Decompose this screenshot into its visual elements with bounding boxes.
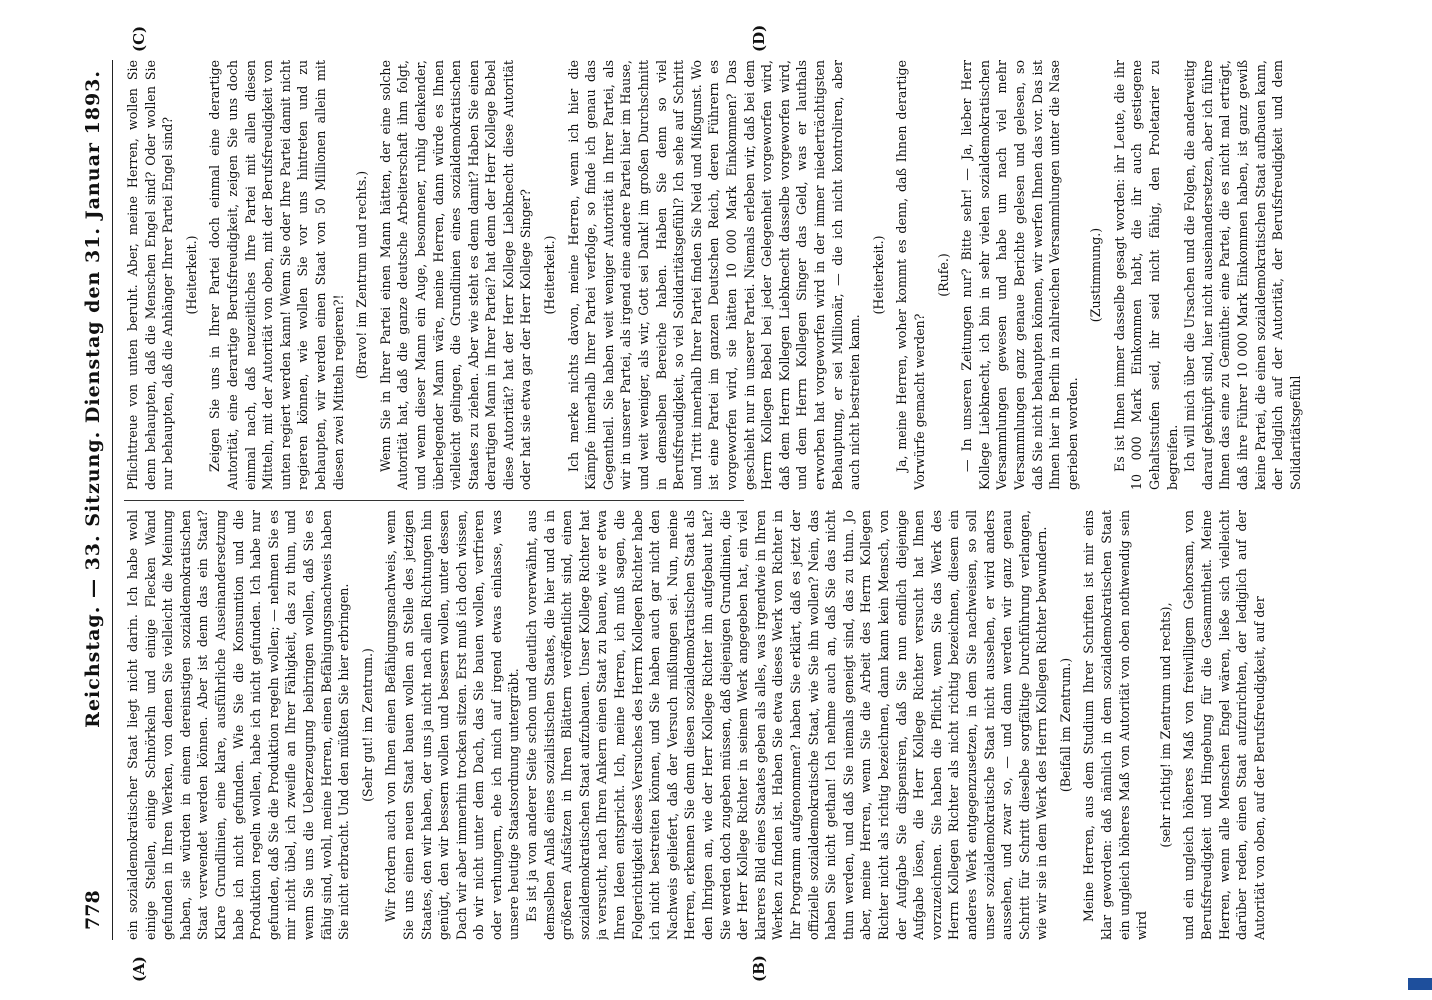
digitization-credit: [1410, 0, 1432, 1000]
page-number: 778: [82, 890, 104, 930]
paragraph: Es ist ja von anderer Seite schon und deutlich vorerwähnt, aus demselben Anlaß eines sozialistischen Staates, die hier und da in größeren Aufsätzen in Ihren Blättern veröffentlicht sind, einen sozialdemokratischen Staat aufzubauen. Unser Kollege Richter hat ja versucht, nach Ihren Ankern einen Staat zu bauen, wie er etwa Ihren Ideen entspricht. Ich, meine Herren, ich muß sagen, die Folgerichtigkeit dieses Versuches des Herrn Kollegen Richter habe ich nicht bestreiten können, und Sie haben auch gar nicht den Nachweis geliefert, daß der Versuch mißlungen sei. Nun, meine Herren, erkennen Sie denn diesen sozialdemokratischen Staat als den Ihrigen an, wie der Herr Kollege Richter ihn aufgebaut hat? Sie werden doch zugeben müssen, daß diejenigen Grundlinien, die der Herr Kollege Richter in seinem Werk angegeben hat, ein viel klareres Bild eines Staates geben als alles, was irgendwie in Ihren Werken zu finden ist. Haben Sie etwa dieses Werk von Richter in Ihr Programm aufgenommen? haben Sie erklärt, daß es jetzt der offizielle sozialdemokratische Staat, wie Sie ihn wollen? Nein, das haben Sie nicht gethan! Ich nehme auch an, daß Sie das nicht thun werden, und daß Sie niemals geneigt sind, das zu thun. Jo aber, meine Herren, wenn Sie die Arbeit des Herrn Kollegen Richter nicht als richtig bezeichnen, dann kann kein Mensch, von der Aufgabe Sie dispensiren, daß Sie nun endlich diejenige Aufgabe lösen, die Herr Kollege Richter versucht hat Ihnen vorzuzeichnen. Sie haben die Pflicht, wenn Sie das Werk des Herrn Kollegen Richter als nicht richtig bezeichnen, diesem ein anderes Werk entgegenzusetzen, in dem Sie nachweisen, so soll unser sozialdemokratische Staat nicht aussehen, er wird anders aussehen, und zwar so, — und dann werden wir ganz genau Schritt für Schritt dieselbe sorgfältige Durchführung verlangen, wie wir sie in dem Werk des Herrn Kollegen Richter bewundern.: [524, 510, 1050, 940]
left-column: [124, 510, 1414, 940]
interjection: (Rufe.): [935, 253, 951, 297]
margin-marker-c: (C): [130, 25, 148, 52]
interjection: (Bravo! im Zentrum und rechts.): [354, 170, 370, 380]
paragraph: Zeigen Sie uns in Ihrer Partei doch einmal eine derartige Autorität, eine derartige Berufsfreudigkeit, zeigen Sie uns doch einmal nach, daß neuzeitliches Ihre Partei mit allen diesen Mitteln, mit der Autorität von oben, mit der Berufsfreudigkeit von unten regiert werden kann! Wenn Sie oder Ihre Partei damit nicht regieren können, wie wollen Sie vor uns hintreten und zu behaupten, wir werden einen Staat von 50 Millionen allein mit diesen zwei Mitteln regieren?!: [207, 60, 346, 490]
interjection: (Zustimmung.): [1088, 227, 1104, 323]
margin-marker-a: (A): [130, 956, 148, 982]
paragraph: Wir fordern auch von Ihnen einen Befähigungsnachweis, wenn Sie uns einen neuen Staat bauen wollen an Stelle des jetzigen Staates, den wir haben, der uns ja nicht nach allen Richtungen hin genügt, den wir bessern wollen und bessern wollen, unter dessen Dach wir aber immerhin trocken sitzen. Erst muß ich doch wissen, ob wir nicht unter dem Dach, das Sie bauen wollen, verfrieren oder verhungern, ehe ich mich auf irgend etwas einlasse, was unsere heutige Staatsordnung untergräbt.: [383, 510, 522, 940]
margin-marker-b: (B): [750, 955, 768, 982]
paragraph: Ich merke nichts davon, meine Herren, wenn ich hier die Kämpfe innerhalb Ihrer Partei verfolge, so finde ich genau das Gegentheil. Sie haben weit weniger Autorität in Ihrer Partei, als wir in unserer Partei, als irgend eine andere Partei hier im Hause, und weit weniger, als wir, Gott sei Dank! im großen Durchschnitt in demselben Bereiche haben. Haben Sie denn so viel Berufsfreudigkeit, so viel Solidaritätsgefühl? Ich sehe auf Schritt und Tritt innerhalb Ihrer Partei finden Sie Neid und Mißgunst. Wo ist eine Partei im ganzen Deutschen Reich, deren Führern es vorgeworfen wird, sie hätten 10 000 Mark Einkommen? Das geschieht nur in unserer Partei. Niemals erleben wir, daß bei dem Herrn Kollegen Bebel bei jeder Gelegenheit vorgeworfen wird, daß dem Herrn Kollegen Liebknecht dasselbe vorgeworfen wird, und dem Herrn Kollegen Singer das Geld, was er lauthals erworben hat vorgeworfen wird in der immer niederträchtigsten Behauptung, er sei Millionär, — die ich nicht kontroliren, aber auch nicht bestreiten kann.: [565, 60, 863, 490]
credit-text: [1412, 978, 1432, 990]
interjection: (Sehr gut! im Zentrum.): [359, 648, 375, 802]
paragraph: ein sozialdemokratischer Staat liegt nicht darin. Ich habe wohl einige Stellen, einige Schnörkeln und einige Flecken Wand gefunden in Ihren Werken, von denen Sie vielleicht die Meinung haben, sie würden in einem dereinstigen sozialdemokratischen Staat verwendet werden können. Aber ist denn das ein Staat? Klare Grundlinien, eine klare, ausführliche Auseinandersetzung habe ich nicht gefunden. Wie Sie die Konsumtion und die Produktion regeln wollen, habe ich nicht gefunden. Ich habe nur gefunden, daß Sie die Produktion regeln wollen; — nehmen Sie es mir nicht übel, ich zweifle an Ihrer Fähigkeit, das zu thun, und wenn Sie uns die Ueberzeugung beibringen wollen, daß Sie es fähig sind, wohl, meine Herren, einen Befähigungsnachweis haben Sie nicht erbracht. Und den müßten Sie hier erbringen.: [125, 510, 352, 940]
paragraph: Wenn Sie in Ihrer Partei einen Mann hätten, der eine solche Autorität hat, daß die ganze deutsche Arbeiterschaft ihm folgt, und wenn dieser Mann ein Auge, besonnener, ruhig denkender, überlegender Mann wäre, meine Herren, dann würde es Ihnen vielleicht gelingen, die Grundlinien eines sozialdemokratischen Staates zu ziehen. Aber wie steht es denn damit? Haben Sie einen derartigen Mann in Ihrer Partei? hat denn der Herr Kollege Bebel diese Autorität? hat der Herr Kollege Liebknecht diese Autorität oder hat sie etwa gar der Herr Kollege Singer?: [377, 60, 534, 490]
interjection: (sehr richtig! im Zentrum und rechts),: [1157, 602, 1173, 848]
paragraph: Ich will mich über die Ursachen und die Folgen, die anderweitig darauf geknüpft sind, hier nicht auseinandersetzen, aber ich führe Ihnen das eine zu Gemüthe: eine Partei, die es nicht mal erträgt, daß ihre Führer 10 000 Mark Einkommen haben, ist ganz gewiß keine Partei, die einen sozialdemokratischen Staat aufbauen kann, der lediglich auf der Autorität, der Berufsfreudigkeit und dem Solidaritätsgefühl: [1182, 60, 1303, 490]
page-header: [82, 30, 112, 970]
interjection: (Beifall im Zentrum.): [1057, 657, 1073, 793]
column-divider: [124, 500, 744, 501]
running-title: Reichstag. — 33. Sitzung. Dienstag den 31. Januar 1893.: [82, 70, 104, 728]
interjection: (Heiterkeit.): [183, 235, 199, 315]
paragraph: Pflichttreue von unten beruht. Aber, meine Herren, wollen Sie denn behaupten, daß die Menschen Engel sind? Oder wollen Sie nur behaupten, daß die Anhänger Ihrer Partei Engel sind?: [125, 60, 176, 490]
page-content: [60, 0, 1430, 1000]
interjection: (Heiterkeit.): [870, 235, 886, 315]
interjection: (Heiterkeit.): [542, 235, 558, 315]
paragraph: und ein ungleich höheres Maß von freiwilligem Gehorsam, von Berufsfreudigkeit und Hingebung für die Gesammtheit. Meine Herren, wenn alle Menschen Engel wären, ließe sich vielleicht darüber reden, einen Staat aufzurichten, der lediglich auf der Autorität von oben, auf der Berufsfreudigkeit, auf der: [1181, 510, 1267, 940]
paragraph: — In unseren Zeitungen nur? Bitte sehr! — Ja, lieber Herr Kollege Liebknecht, ich bin in sehr vielen sozialdemokratischen Versammlungen gewesen und habe um nach viel mehr Versammlungen ganz genaue Berichte gelesen und gelesen, so daß Sie nicht behaupten können, wir werfen Ihnen das vor. Das ist Ihnen hier in Berlin in zahlreichen Versammlungen unter die Nase gerieben worden.: [959, 60, 1080, 490]
paragraph: Ja, meine Herren, woher kommt es denn, daß Ihnen derartige Vorwürfe gemacht werden?: [894, 60, 927, 490]
paragraph: Es ist Ihnen immer dasselbe gesagt worden: ihr Leute, die ihr 10 000 Mark Einkommen habt, die ihr auch gestiegene Gehaltsstufen seid, ihr seid nicht fähig, den Proletarier zu begreifen.: [1111, 60, 1180, 490]
scanned-page: [60, 0, 1430, 1000]
header-rule: [112, 60, 113, 940]
paragraph: Meine Herren, aus dem Studium Ihrer Schriften ist mir eins klar geworden: daß nämlich in dem sozialdemokratischen Staat ein ungleich höheres Maß von Autorität von oben nothwendig sein wird: [1081, 510, 1150, 940]
margin-marker-d: (D): [750, 24, 768, 52]
right-column: [124, 60, 1414, 490]
